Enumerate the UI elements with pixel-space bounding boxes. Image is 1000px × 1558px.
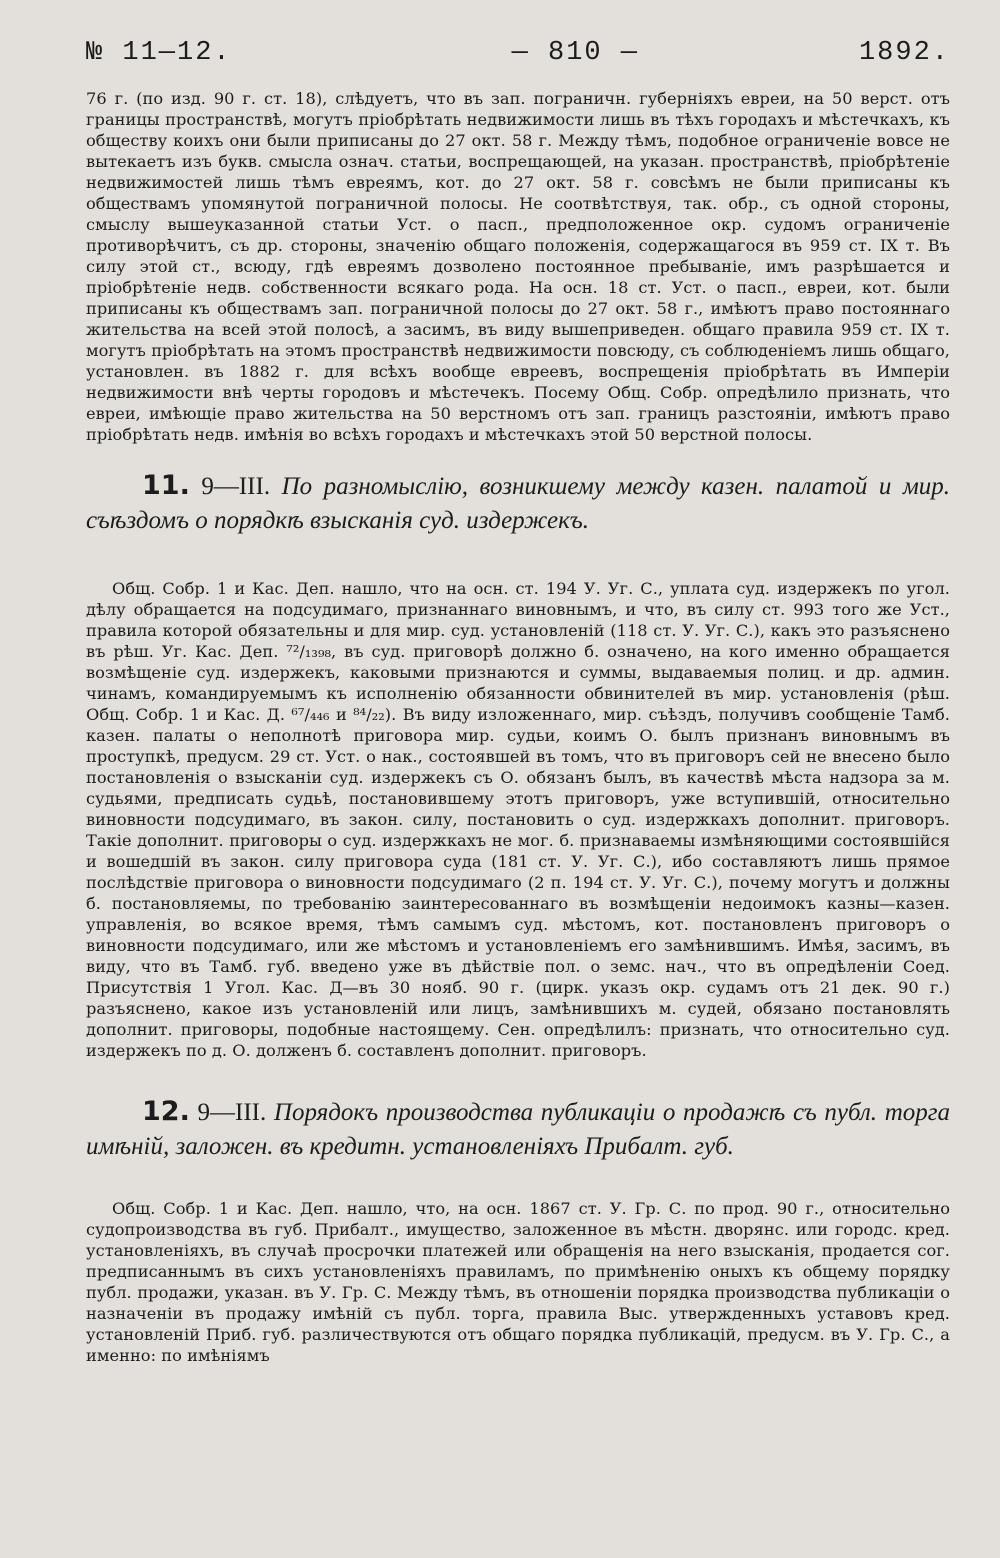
year: 1892.: [858, 38, 950, 68]
section-12-title: Порядокъ производства публикаціи о продажѣ съ публ. торга имѣній, заложен. въ кредитн. установленіяхъ Прибалт. губ.: [86, 1099, 951, 1160]
section-12-number: 12.: [142, 1096, 190, 1127]
section-12-body: Общ. Собр. 1 и Кас. Деп. нашло, что, на осн. 1867 ст. У. Гр. С. по прод. 90 г., относительно судопроизводства въ губ. Прибалт., имущество, заложенное въ мѣстн. дворянс. или городс. кред. установленіяхъ, въ случаѣ просрочки платежей или обращенія на него взысканія, продается сог. предписаннымъ въ сихъ установленіяхъ правиламъ, по примѣненію оныхъ къ общему порядку публ. продажи, указан. въ У. Гр. С. Между тѣмъ, въ отношеніи порядка производства публикаціи о назначеніи въ продажу имѣній съ публ. торга, правила Выс. утвержденныхъ уставовъ кред. установленій Приб. губ. различествуются отъ общаго порядка публикацій, предусм. въ У. Гр. С., а именно: по имѣніямъ: [86, 1199, 950, 1365]
page-header: [86, 38, 950, 68]
section-11-body: Общ. Собр. 1 и Кас. Деп. нашло, что на осн. ст. 194 У. Уг. С., уплата суд. издержекъ по угол. дѣлу обращается на подсудимаго, признаннаго виновнымъ, и что, въ силу ст. 993 того же Уст., правила которой обязательны и для мир. суд. установленій (118 ст. У. Уг. С.), какъ это разъяснено въ рѣш. Уг. Кас. Деп. ⁷²/₁₃₉₈, въ суд. приговорѣ должно б. означено, на кого именно обращается возмѣщеніе суд. издержекъ, каковыми признаются и суммы, выдаваемыя полиц. и др. админ. чинамъ, командируемымъ къ исполненію обязанности обвинителей въ мир. установленія (рѣш. Общ. Собр. 1 и Кас. Д. ⁶⁷/₄₄₆ и ⁸⁴/₂₂). Въ виду изложеннаго, мир. съѣздъ, получивъ сообщеніе Тамб. казен. палаты о неполнотѣ приговора мир. судьи, коимъ О. былъ признанъ виновнымъ въ проступкѣ, предусм. 29 ст. Уст. о нак., состоявшей въ томъ, что въ приговоръ сей не внесено было постановленія о взысканіи суд. издержекъ съ О. обязанъ былъ, въ качествѣ мѣста надзора за м. судьями, предписать судьѣ, постановившему этотъ приговоръ, уже вступившій, относительно виновности подсудимаго, въ закон. силу, постановить о суд. издержкахъ дополнит. приговоръ. Такіе дополнит. приговоры о суд. издержкахъ не мог. б. признаваемы измѣняющими состоявшійся и вошедшій въ закон. силу приговора суда (181 ст. У. Уг. С.), ибо составляютъ лишь прямое послѣдствіе приговора о виновности подсудимаго (2 п. 194 ст. У. Уг. С.), почему могутъ и должны б. постановляемы, по требованію заинтересованнаго въ возмѣщеніи недоимокъ казны—казен. управленія, во всякое время, тѣмъ самымъ суд. мѣстомъ, кот. постановленъ приговоръ о виновности подсудимаго, или же мѣстомъ и установленіемъ его замѣнившимъ. Имѣя, засимъ, въ виду, что въ Тамб. губ. введено уже въ дѣйствіе пол. о земс. нач., что въ опредѣленіи Соед. Присутствія 1 Угол. Кас. Д—въ 30 нояб. 90 г. (цирк. указъ окр. судамъ отъ 21 дек. 90 г.) разъяснено, какое изъ установленій или лицъ, замѣнившихъ м. судей, обязано постановлять дополнит. приговоры, подобные настоящему. Сен. опредѣлилъ: признать, что относительно суд. издержекъ по д. О. долженъ б. составленъ дополнит. приговоръ.: [86, 579, 950, 1060]
section-12-date: 9—III.: [197, 1099, 267, 1126]
paragraph-continued: 76 г. (по изд. 90 г. ст. 18), слѣдуетъ, что въ зап. пограничн. губерніяхъ евреи, на 50 верст. отъ границы пространствѣ, могутъ пріобрѣтать недвижимости лишь въ тѣхъ городахъ и мѣстечкахъ, къ обществу коихъ они были приписаны до 27 окт. 58 г. Между тѣмъ, подобное ограниченіе вовсе не вытекаетъ изъ букв. смысла означ. статьи, воспрещающей, на указан. пространствѣ, пріобрѣтеніе недвижимостей лишь тѣмъ евреямъ, кот. до 27 окт. 58 г. совсѣмъ не были приписаны къ обществамъ упомянутой пограничной полосы. Не соотвѣтствуя, так. обр., съ одной стороны, смыслу вышеуказанной статьи Уст. о пасп., предположенное окр. судомъ ограниченіе противорѣчитъ, съ др. стороны, значенію общаго положенія, содержащагося въ 959 ст. IX т. Въ силу этой ст., всюду, гдѣ евреямъ дозволено постоянное пребываніе, имъ разрѣшается и пріобрѣтеніе недв. собственности всякаго рода. На осн. 18 ст. Уст. о пасп., евреи, кот. были приписаны къ обществамъ зап. пограничной полосы до 27 окт. 58 г., имѣютъ право постояннаго жительства на всей этой полосѣ, а засимъ, въ виду вышеприведен. общаго правила 959 ст. IX т. могутъ пріобрѣтать на этомъ пространствѣ недвижимости повсюду, съ соблюденіемъ лишь общаго, установлен. въ 1882 г. для всѣхъ вообще евреевъ, воспрещенія пріобрѣтать въ Имперіи недвижимости внѣ черты городовъ и мѣстечекъ. Посему Общ. Собр. опредѣлило признать, что евреи, имѣющіе право жительства на 50 верстномъ отъ зап. границъ разстояніи, имѣютъ право пріобрѣтать недв. имѣнія во всѣхъ городахъ и мѣстечкахъ этой 50 верстной полосы.: [86, 89, 950, 444]
page-number: — 810 —: [511, 38, 640, 68]
section-11-number: 11.: [142, 470, 190, 501]
section-11-title: По разномыслію, возникшему между казен. палатой и мир. съѣздомъ о порядкѣ взысканія суд. издержекъ.: [86, 473, 951, 534]
section-12-heading: [86, 1095, 950, 1164]
section-11-heading: [86, 469, 950, 538]
issue-number: № 11—12.: [86, 38, 232, 68]
section-11-date: 9—III.: [201, 473, 271, 500]
